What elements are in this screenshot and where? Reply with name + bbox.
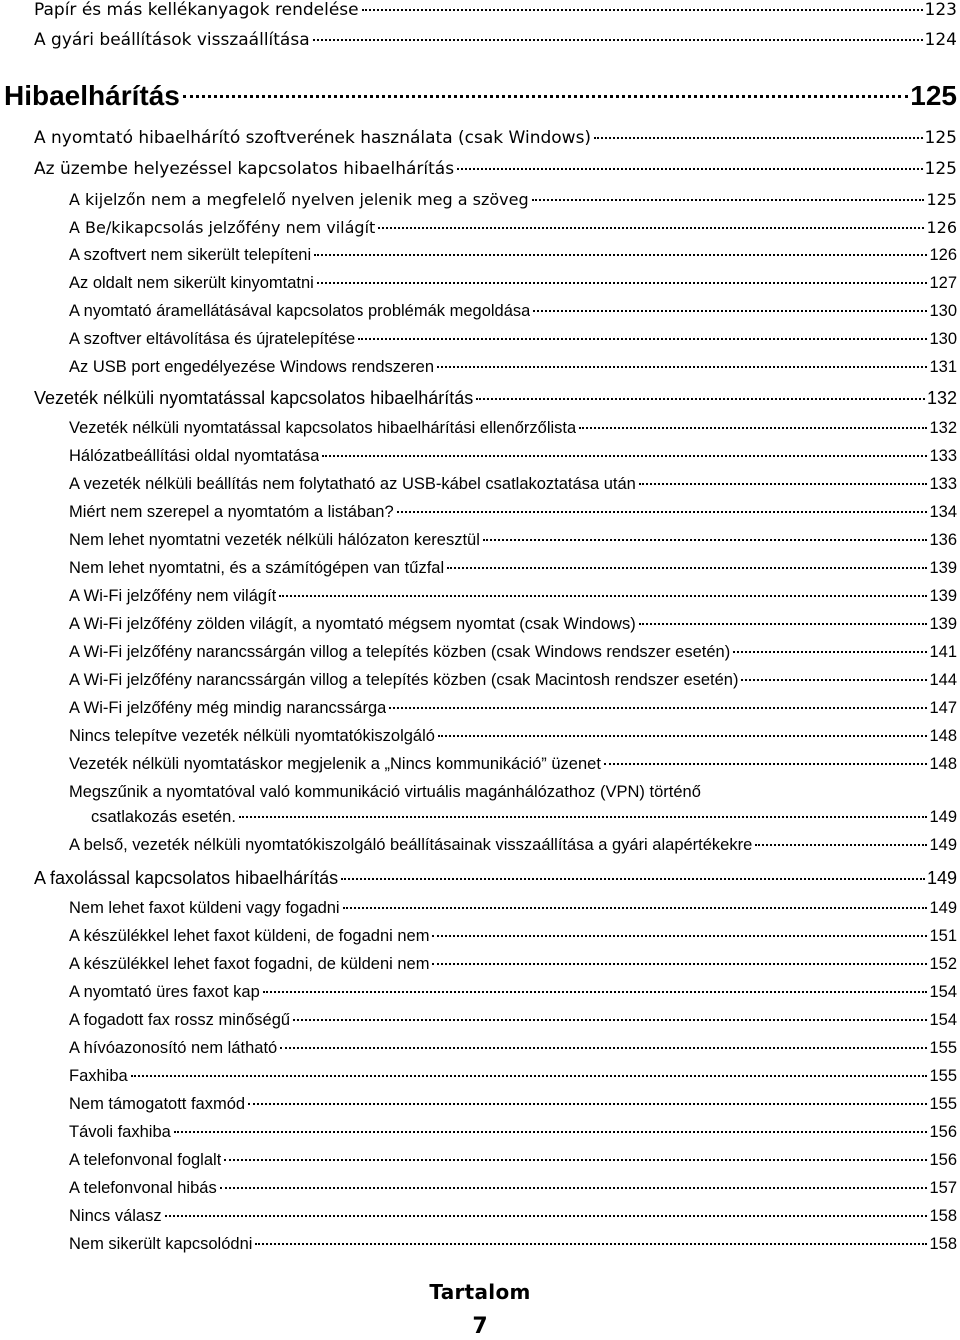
toc-subentry[interactable] [69, 1123, 957, 1142]
toc-subentry-page: 127 [929, 274, 957, 292]
dot-leader [313, 39, 923, 41]
toc-subentry[interactable] [69, 503, 957, 522]
dot-leader [532, 199, 925, 201]
toc-subentry-page: 149 [929, 808, 957, 826]
dot-leader [362, 9, 923, 11]
toc-subentry-title: A nyomtató üres faxot kap [69, 983, 260, 1001]
toc-subentry-title: A hívóazonosító nem látható [69, 1039, 278, 1057]
toc-subentry-title: Nem támogatott faxmód [69, 1095, 246, 1113]
dot-leader [476, 398, 925, 400]
toc-subentry-page: 149 [929, 899, 957, 917]
toc-subentry-page: 155 [929, 1067, 957, 1085]
toc-subentry-page: 141 [929, 643, 957, 661]
toc-entry[interactable] [34, 30, 957, 50]
toc-entry-title: Papír és más kellékanyagok rendelése [34, 0, 359, 20]
toc-subentry[interactable] [69, 955, 957, 974]
toc-subentry[interactable] [69, 330, 957, 349]
toc-entry-page: 132 [926, 388, 957, 408]
toc-subentry-page: 148 [929, 727, 957, 745]
dot-leader [639, 483, 928, 485]
toc-subentry-title: Hálózatbeállítási oldal nyomtatása [69, 447, 320, 465]
toc-subentry-page: 133 [929, 475, 957, 493]
toc-subentry-title: A belső, vezeték nélküli nyomtatókiszolgáló beállításainak visszaállítása a gyári alapértékekre [69, 836, 753, 854]
toc-entry-title: A faxolással kapcsolatos hibaelhárítás [34, 868, 339, 888]
toc-entry-page: 125 [924, 159, 957, 179]
toc-subentry-title: A Wi-Fi jelzőfény narancssárgán villog a telepítés közben (csak Windows rendszer esetén) [69, 643, 731, 661]
dot-leader [397, 511, 928, 513]
toc-subentry-page: 125 [926, 190, 957, 209]
toc-subentry[interactable] [69, 302, 957, 321]
toc-chapter-title: Hibaelhárítás [4, 80, 180, 111]
toc-subentry-page: 133 [929, 447, 957, 465]
toc-subentry-page: 126 [929, 246, 957, 264]
dot-leader [378, 227, 924, 229]
toc-subentry-page: 131 [929, 358, 957, 376]
toc-subentry-page: 152 [929, 955, 957, 973]
toc-subentry-page: 144 [929, 671, 957, 689]
toc-subentry-page: 130 [929, 330, 957, 348]
toc-subentry-page: 126 [926, 218, 957, 237]
toc-entry[interactable] [34, 159, 957, 179]
toc-subentry-title: Vezeték nélküli nyomtatáskor megjelenik a „Nincs kommunikáció” üzenet [69, 755, 601, 773]
toc-subentry-page: 156 [929, 1123, 957, 1141]
dot-leader [183, 95, 908, 98]
toc-subentry[interactable] [69, 447, 957, 466]
dot-leader [594, 137, 922, 139]
toc-subentry[interactable] [69, 1067, 957, 1086]
dot-leader [438, 735, 928, 737]
toc-subentry-title: Nem lehet faxot küldeni vagy fogadni [69, 899, 340, 917]
dot-leader [314, 254, 927, 256]
toc-subentry-title: A Wi-Fi jelzőfény narancssárgán villog a telepítés közben (csak Macintosh rendszer esetén) [69, 671, 739, 689]
dot-leader [389, 707, 927, 709]
dot-leader [437, 366, 927, 368]
toc-subentry-page: 158 [929, 1207, 957, 1225]
toc-subentry-page: 139 [929, 615, 957, 633]
toc-subentry-title: A Wi-Fi jelzőfény még mindig narancssárga [69, 699, 387, 717]
toc-entry-title: A nyomtató hibaelhárító szoftverének használata (csak Windows) [34, 128, 592, 148]
toc-entry-page: 124 [924, 30, 957, 50]
toc-subentry-page: 139 [929, 559, 957, 577]
toc-entry-page: 125 [924, 128, 957, 148]
toc-subentry-title: A készülékkel lehet faxot fogadni, de küldeni nem [69, 955, 430, 973]
toc-subentry-title: A nyomtató áramellátásával kapcsolatos problémák megoldása [69, 302, 531, 320]
dot-leader [263, 991, 928, 993]
toc-subentry-title: A telefonvonal foglalt [69, 1151, 222, 1169]
toc-entry[interactable] [34, 128, 957, 148]
toc-subentry-title: A szoftvert nem sikerült telepíteni [69, 246, 312, 264]
dot-leader [224, 1159, 927, 1161]
toc-subentry[interactable] [69, 643, 957, 662]
toc-subentry-title: A Wi-Fi jelzőfény zölden világít, a nyomtató mégsem nyomtat (csak Windows) [69, 615, 636, 633]
dot-leader [755, 844, 927, 846]
dot-leader [322, 455, 927, 457]
toc-subentry-title: Nem sikerült kapcsolódni [69, 1235, 253, 1253]
toc-subentry[interactable] [69, 559, 957, 578]
toc-subentry-page: 134 [929, 503, 957, 521]
toc-subentry-page: 130 [929, 302, 957, 320]
toc-entry[interactable] [34, 868, 957, 889]
toc-subentry[interactable] [69, 783, 957, 827]
dot-leader [255, 1243, 927, 1245]
dot-leader [174, 1131, 928, 1133]
toc-subentry-page: 151 [929, 927, 957, 945]
toc-subentry[interactable] [69, 274, 957, 293]
toc-subentry-page: 154 [929, 1011, 957, 1029]
dot-leader [131, 1075, 928, 1077]
toc-subentry-title: Megszűnik a nyomtatóval való kommunikáció virtuális magánhálózathoz (VPN) történő [69, 783, 701, 801]
toc-subentry-title: Nem lehet nyomtatni vezeték nélküli hálózaton keresztül [69, 531, 480, 549]
dot-leader [341, 878, 925, 880]
toc-subentry[interactable] [69, 755, 957, 774]
toc-subentry-page: 139 [929, 587, 957, 605]
toc-subentry[interactable] [69, 615, 957, 634]
toc-subentry[interactable] [69, 218, 957, 237]
toc-subentry[interactable] [69, 1179, 957, 1198]
toc-subentry-title-cont: csatlakozás esetén. [91, 808, 236, 826]
dot-leader [165, 1215, 928, 1217]
dot-leader [579, 427, 927, 429]
dot-leader [220, 1187, 928, 1189]
toc-subentry-title: Nem lehet nyomtatni, és a számítógépen van tűzfal [69, 559, 445, 577]
toc-subentry[interactable] [69, 927, 957, 946]
toc-entry-title: Vezeték nélküli nyomtatással kapcsolatos hibaelhárítás [34, 388, 474, 408]
toc-subentry-page: 147 [929, 699, 957, 717]
dot-leader [533, 310, 927, 312]
toc-subentry-title: A kijelzőn nem a megfelelő nyelven jelenik meg a szöveg [69, 190, 529, 209]
toc-entry[interactable] [34, 388, 957, 409]
dot-leader [733, 651, 927, 653]
toc-entry-page: 149 [926, 868, 957, 888]
toc-entry-page: 123 [924, 0, 957, 20]
toc-subentry[interactable] [69, 1095, 957, 1114]
dot-leader [639, 623, 928, 625]
dot-leader [279, 595, 927, 597]
toc-subentry-title: A készülékkel lehet faxot küldeni, de fogadni nem [69, 927, 430, 945]
dot-leader [604, 763, 928, 765]
footer-page-number: 7 [472, 1314, 488, 1339]
dot-leader [358, 338, 927, 340]
toc-subentry-page: 148 [929, 755, 957, 773]
dot-leader [457, 168, 923, 170]
toc-subentry[interactable] [69, 727, 957, 746]
toc-subentry[interactable] [69, 899, 957, 918]
toc-subentry-page: 149 [929, 836, 957, 854]
toc-subentry-page: 157 [929, 1179, 957, 1197]
toc-subentry-title: Nincs telepítve vezeték nélküli nyomtatókiszolgáló [69, 727, 435, 745]
dot-leader [432, 935, 927, 937]
toc-subentry[interactable] [69, 1039, 957, 1058]
toc-subentry[interactable] [69, 836, 957, 855]
toc-subentry-title: Az oldalt nem sikerült kinyomtatni [69, 274, 314, 292]
toc-entry[interactable] [34, 0, 957, 20]
toc-subentry[interactable] [69, 190, 957, 209]
toc-subentry[interactable] [69, 475, 957, 494]
toc-subentry[interactable] [69, 419, 957, 438]
toc-entry-title: A gyári beállítások visszaállítása [34, 30, 310, 50]
toc-subentry[interactable] [69, 1235, 957, 1254]
toc-subentry[interactable] [69, 983, 957, 1002]
dot-leader [248, 1103, 927, 1105]
toc-subentry-page: 136 [929, 531, 957, 549]
toc-subentry[interactable] [69, 531, 957, 550]
toc-subentry-page: 154 [929, 983, 957, 1001]
toc-subentry-page: 155 [929, 1039, 957, 1057]
toc-chapter[interactable] [4, 80, 957, 112]
toc-subentry-title: Faxhiba [69, 1067, 128, 1085]
toc-subentry-title: A telefonvonal hibás [69, 1179, 217, 1197]
dot-leader [293, 1019, 927, 1021]
toc-subentry-title: Az USB port engedélyezése Windows rendszeren [69, 358, 435, 376]
toc-subentry[interactable] [69, 246, 957, 265]
toc-subentry-title: A vezeték nélküli beállítás nem folytatható az USB-kábel csatlakoztatása után [69, 475, 636, 493]
dot-leader [343, 907, 928, 909]
toc-subentry[interactable] [69, 699, 957, 718]
toc-subentry-page: 158 [929, 1235, 957, 1253]
dot-leader [432, 963, 927, 965]
toc-subentry-title: A fogadott fax rossz minőségű [69, 1011, 291, 1029]
toc-subentry-page: 156 [929, 1151, 957, 1169]
footer-section-label: Tartalom [429, 1280, 531, 1304]
dot-leader [741, 679, 927, 681]
dot-leader [239, 816, 928, 818]
toc-subentry[interactable] [69, 671, 957, 690]
toc-subentry[interactable] [69, 1207, 957, 1226]
dot-leader [280, 1047, 927, 1049]
toc-subentry[interactable] [69, 358, 957, 377]
toc-subentry[interactable] [69, 1151, 957, 1170]
toc-subentry-page: 155 [929, 1095, 957, 1113]
toc-subentry-title: Távoli faxhiba [69, 1123, 171, 1141]
toc-subentry-title: Vezeték nélküli nyomtatással kapcsolatos hibaelhárítási ellenőrzőlista [69, 419, 577, 437]
toc-subentry-page: 132 [929, 419, 957, 437]
toc-subentry-title: Miért nem szerepel a nyomtatóm a listában? [69, 503, 394, 521]
dot-leader [317, 282, 928, 284]
dot-leader [447, 567, 927, 569]
toc-subentry-title: A Wi-Fi jelzőfény nem világít [69, 587, 277, 605]
toc-subentry-title: Nincs válasz [69, 1207, 162, 1225]
toc-subentry[interactable] [69, 1011, 957, 1030]
dot-leader [483, 539, 928, 541]
toc-subentry-title: A szoftver eltávolítása és újratelepítése [69, 330, 356, 348]
toc-subentry-title: A Be/kikapcsolás jelzőfény nem világít [69, 218, 376, 237]
toc-subentry[interactable] [69, 587, 957, 606]
toc-chapter-page: 125 [910, 80, 957, 111]
toc-entry-title: Az üzembe helyezéssel kapcsolatos hibaelhárítás [34, 159, 455, 179]
